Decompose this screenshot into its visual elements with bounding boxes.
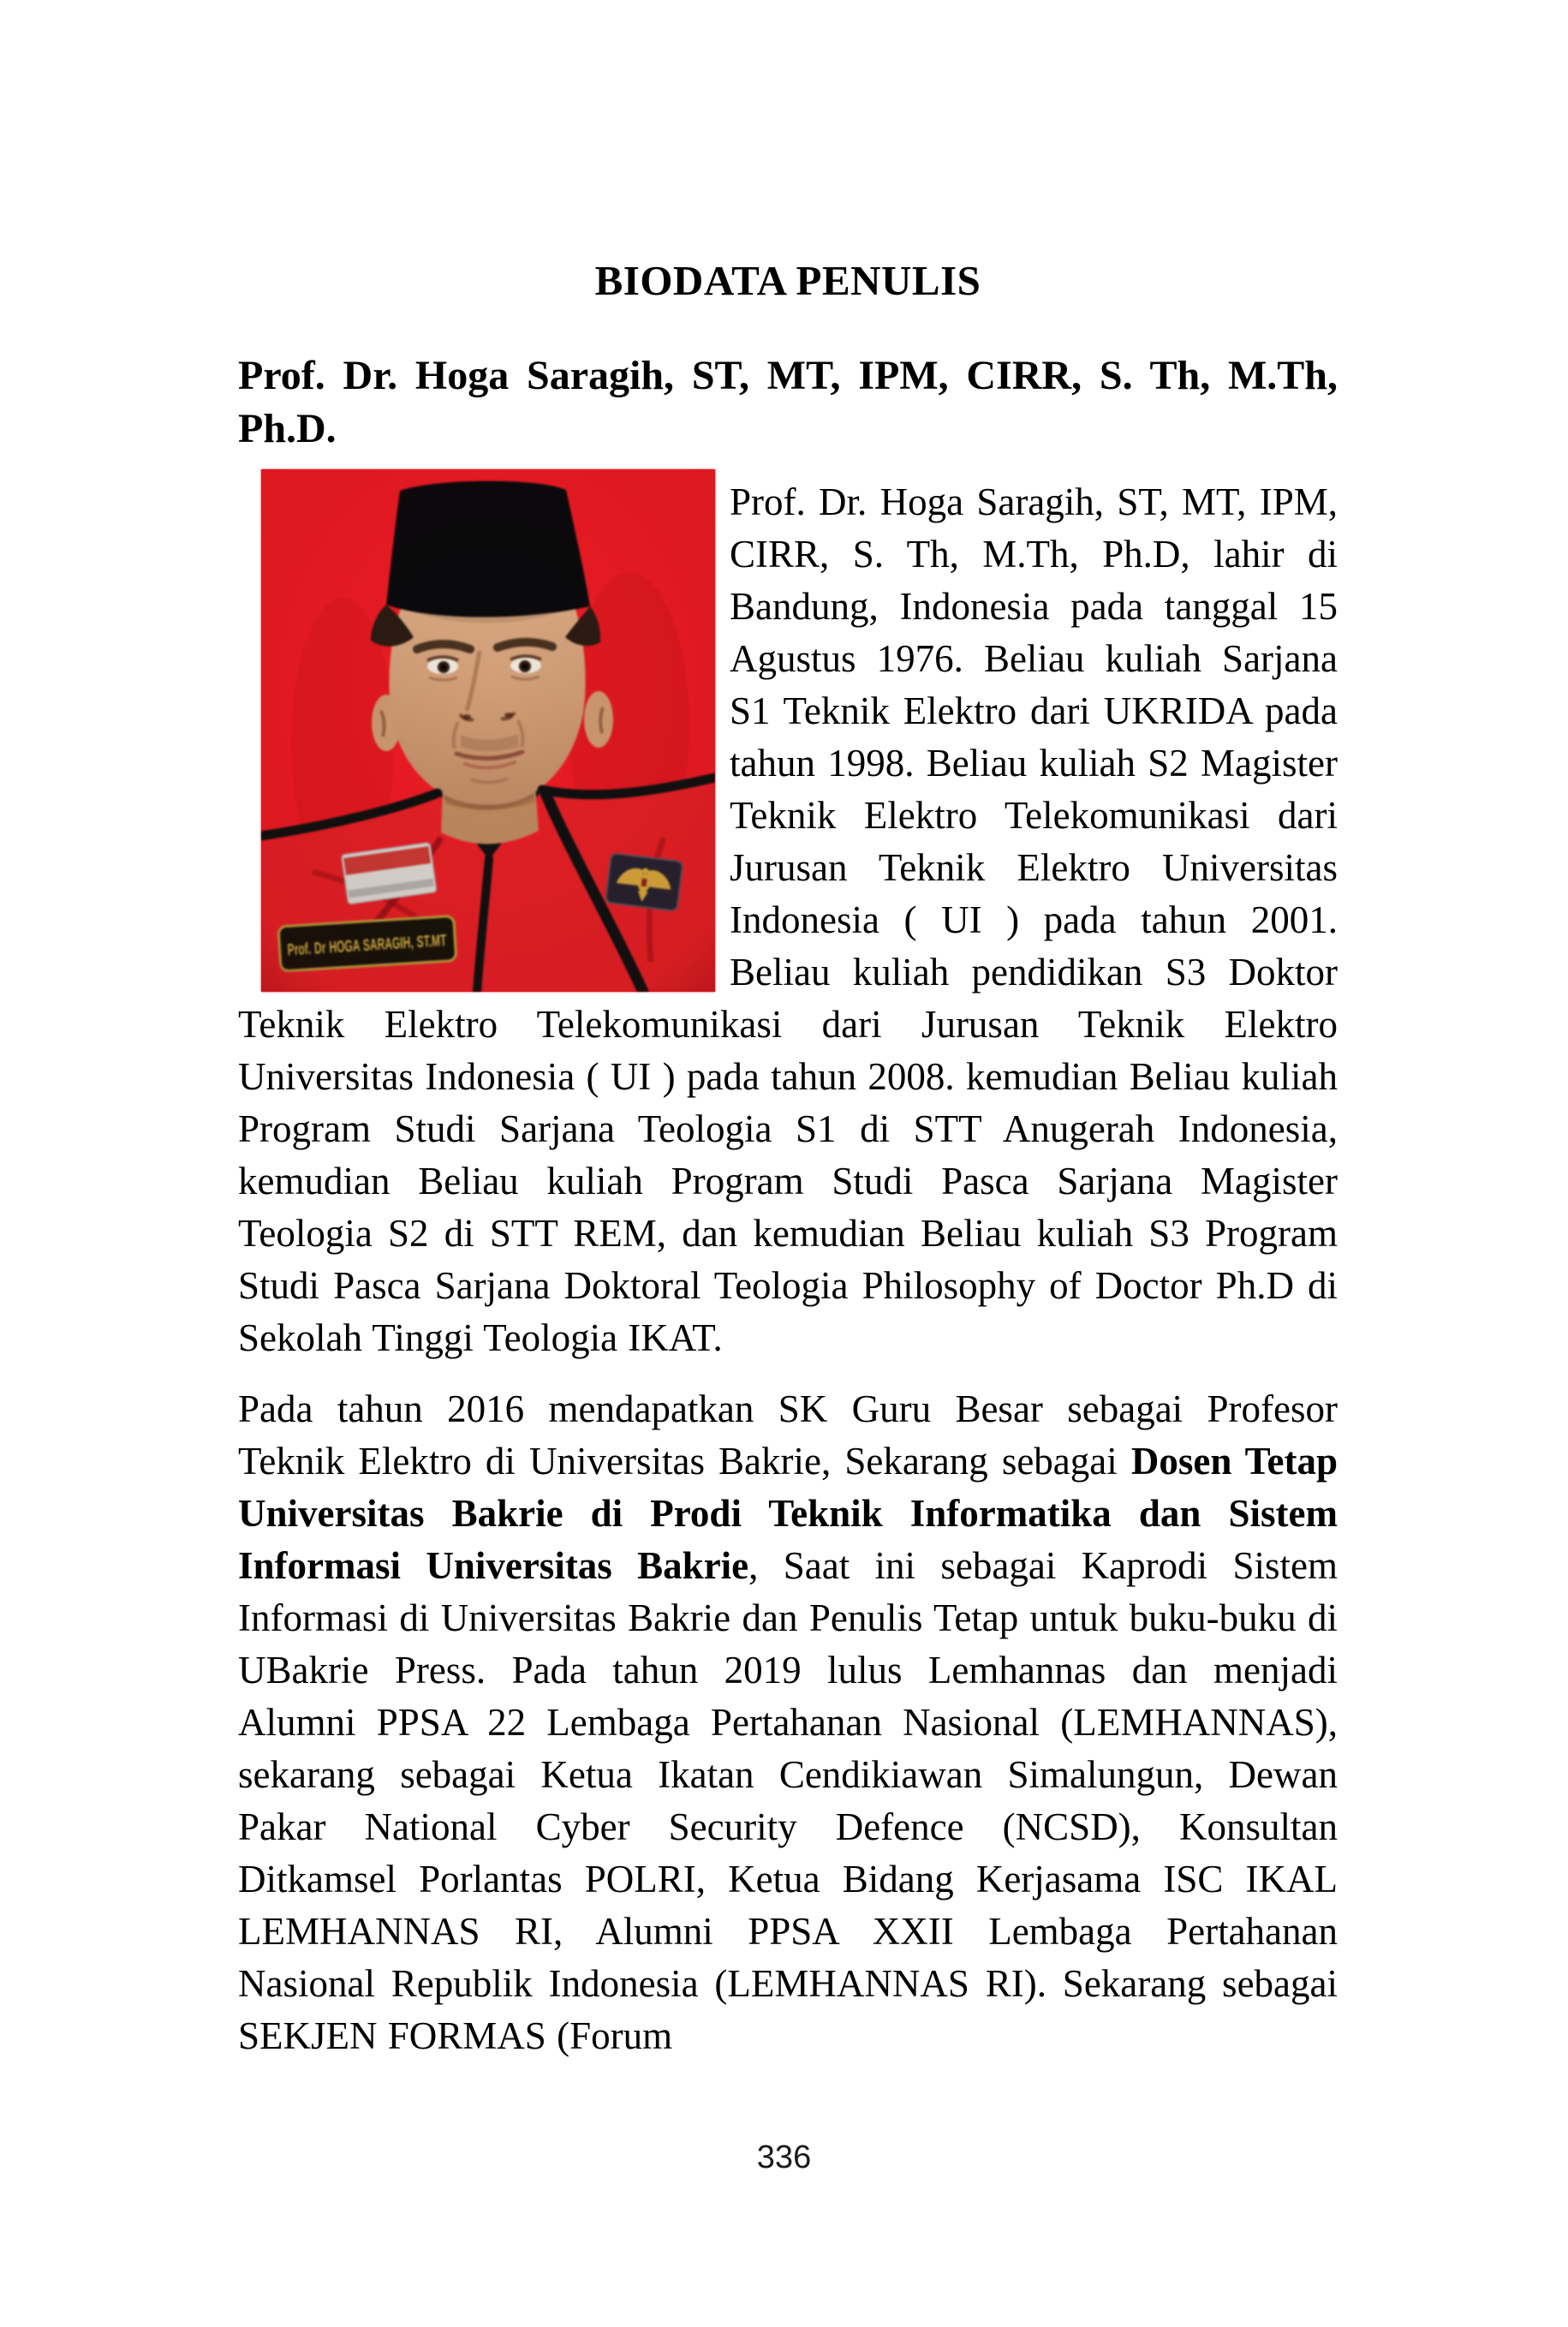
bio-paragraph-1-text: Prof. Dr. Hoga Saragih, ST, MT, IPM, CIRR, S. Th, M.Th, Ph.D, lahir di Bandung, Indonesia pada tanggal 15 Agustus 1976. Beliau kuliah Sarjana S1 Teknik Elektro dari UKRIDA pada tahun 1998. Beliau kuliah S2 Magister Teknik Elektro Telekomunikasi dari Jurusan Teknik Elektro Universitas Indonesia ( UI ) pada tahun 2001. Beliau kuliah pendidikan S3 Doktor Teknik Elektro Telekomunikasi dari Jurusan Teknik Elektro Universitas Indonesia ( UI ) pada tahun 2008. kemudian Beliau kuliah Program Studi Sarjana Teologia S1 di STT Anugerah Indonesia, kemudian Beliau kuliah Program Studi Pasca Sarjana Magister Teologia S2 di STT REM, dan kemudian Beliau kuliah S3 Program Studi Pasca Sarjana Doktoral Teologia Philosophy of Doctor Ph.D di Sekolah Tinggi Teologia IKAT. [238, 480, 1338, 1359]
author-photo-image [261, 469, 715, 992]
page-title: BIODATA PENULIS [594, 257, 981, 304]
bio-paragraph-2 [238, 1383, 1338, 2062]
author-name-line1: Prof. Dr. Hoga Saragih, ST, MT, IPM, CIRR, S. Th, M.Th, [238, 353, 1338, 398]
author-name-line2: Ph.D. [238, 406, 337, 451]
page-content [238, 0, 1338, 2062]
page-number: 336 [756, 2139, 812, 2175]
author-name-heading [238, 349, 1338, 456]
bio-paragraph-2-bold: Dosen Tetap Universitas Bakrie di Prodi Teknik Informatika dan Sistem Informasi Universitas Bakrie [238, 1440, 1338, 1587]
bio-paragraph-2-lead: Pada tahun 2016 mendapatkan SK Guru Besar sebagai Profesor Teknik Elektro di Universitas Bakrie, Sekarang sebagai [238, 1387, 1338, 1483]
bio-paragraph-1 [238, 476, 1338, 1364]
author-photo [261, 469, 715, 992]
bio-paragraph-2-tail: , Saat ini sebagai Kaprodi Sistem Informasi di Universitas Bakrie dan Penulis Tetap untuk buku-buku di UBakrie Press. Pada tahun 2019 lulus Lemhannas dan menjadi Alumni PPSA 22 Lembaga Pertahanan Nasional (LEMHANNAS), sekarang sebagai Ketua Ikatan Cendikiawan Simalungun, Dewan Pakar National Cyber Security Defence (NCSD), Konsultan Ditkamsel Porlantas POLRI, Ketua Bidang Kerjasama ISC IKAL LEMHANNAS RI, Alumni PPSA XXII Lembaga Pertahanan Nasional Republik Indonesia (LEMHANNAS RI). Sekarang sebagai SEKJEN FORMAS (Forum [238, 1544, 1338, 2057]
